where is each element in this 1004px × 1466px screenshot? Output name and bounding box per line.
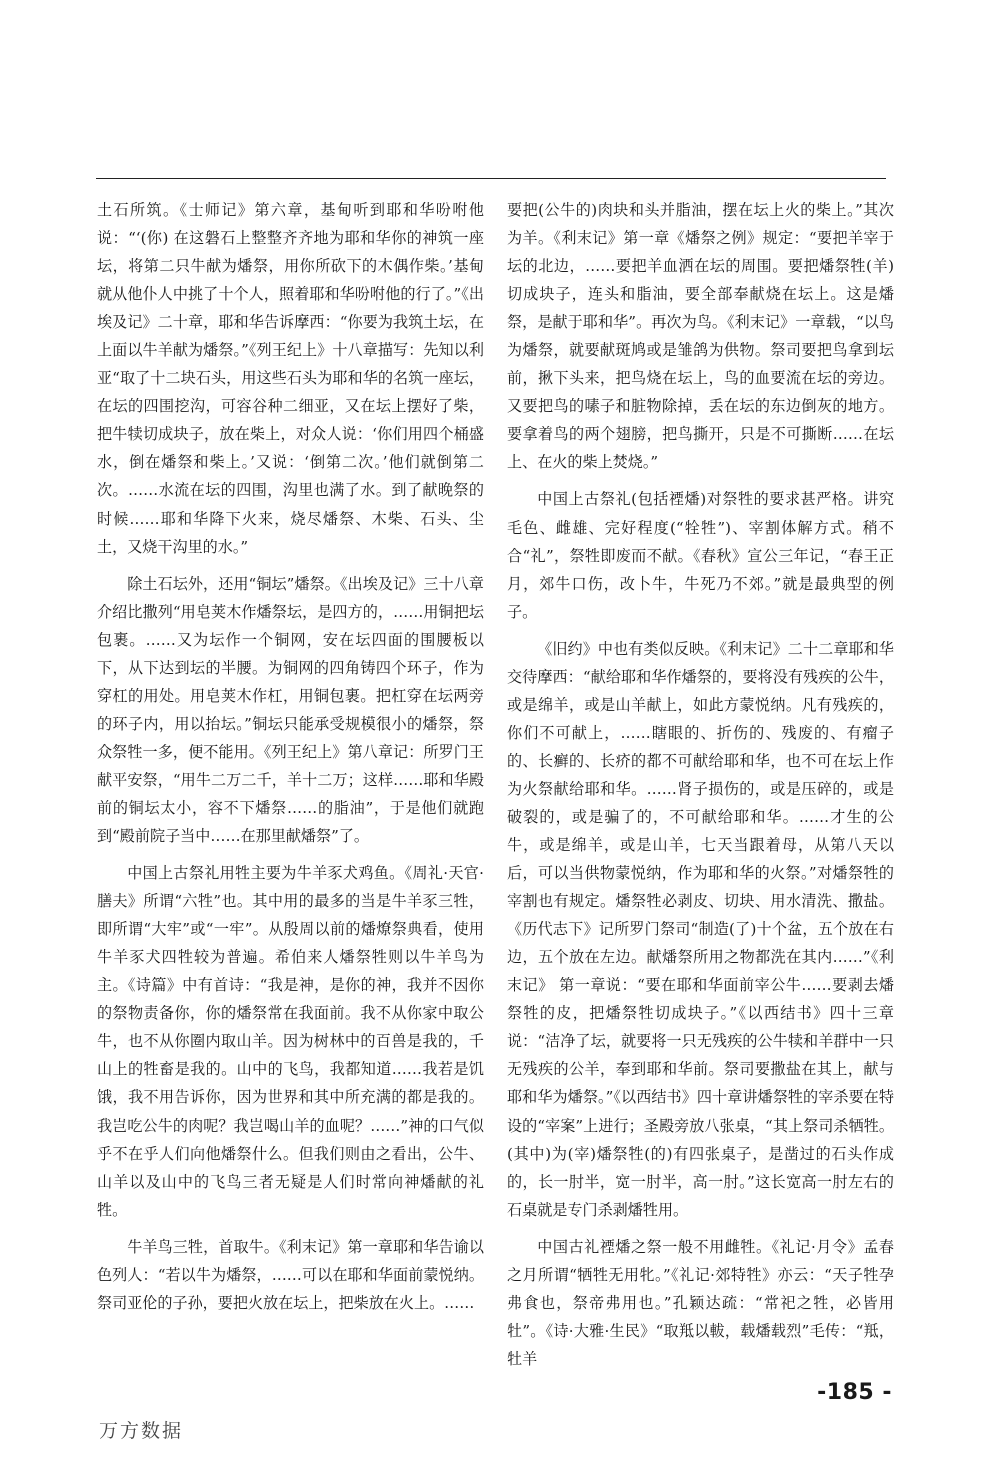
paragraph: 要把(公牛的)肉块和头并脂油，摆在坛上火的柴上。”其次为羊。《利末记》第一章《燔祭之例》规定：“要把羊宰于坛的北边，……要把羊血洒在坛的周围。要把燔祭牲(羊)切成块子，连头和脂油，要全部奉献烧在坛上。这是燔祭，是献于耶和华”。再次为鸟。《利末记》一章载，“以鸟为燔祭，就要献斑鸠或是雏鸽为供物。祭司要把鸟拿到坛前，揪下头来，把鸟烧在坛上，鸟的血要流在坛的旁边。又要把鸟的嗉子和脏物除掉，丢在坛的东边倒灰的地方。要拿着鸟的两个翅膀，把鸟撕开，只是不可撕断……在坛上、在火的柴上焚烧。” — [507, 201, 894, 472]
paragraph: 牛羊鸟三牲，首取牛。《利末记》第一章耶和华告谕以色列人：“若以牛为燔祭，……可以在耶和华面前蒙悦纳。祭司亚伦的子孙，要把火放在坛上，把柴放在火上。…… — [97, 1237, 484, 1312]
header-rule — [96, 178, 886, 179]
paragraph: 《旧约》中也有类似反映。《利末记》二十二章耶和华交待摩西：“献给耶和华作燔祭的，要将没有残疾的公牛，或是绵羊，或是山羊献上，如此方蒙悦纳。凡有残疾的，你们不可献上，……瞎眼的、折伤的、残废的、有瘤子的、长癣的、长疥的都不可献给耶和华，也不可在坛上作为火祭献给耶和华。……肾子损伤的，或是压碎的，或是破裂的，或是骗了的，不可献给耶和华。……才生的公牛，或是绵羊，或是山羊，七天当跟着母，从第八天以后，可以当供物蒙悦纳，作为耶和华的火祭。”对燔祭牲的宰割也有规定。燔祭牲必剥皮、切块、用水清洗、撒盐。《历代志下》记所罗门祭司“制造(了)十个盆，五个放在右边，五个放在左边。献燔祭所用之物都洗在其内……”《利末记》 第一章说：“要在耶和华面前宰公牛……要剥去燔祭牲的皮，把燔祭牲切成块子。”《以西结书》四十三章说：“洁净了坛，就要将一只无残疾的公牛犊和羊群中一只无残疾的公羊，奉到耶和华前。祭司要撒盐在其上，献与耶和华为燔祭。”《以西结书》四十章讲燔祭牲的宰杀要在特设的“宰案”上进行；圣殿旁放八张桌，“其上祭司杀牺牲。(其中)为(宰)燔祭牲(的)有四张桌子，是凿过的石头作成的，长一肘半，宽一肘半，高一肘。”这长宽高一肘左右的石桌就是专门杀剥燔牲用。 — [507, 639, 894, 1219]
left-column — [97, 196, 484, 1317]
paragraph: 中国古礼禋燔之祭一般不用雌牲。《礼记·月令》孟春之月所谓“牺牲无用牝。”《礼记·郊特牲》亦云：“天子牲孕弗食也，祭帝弗用也。”孔颖达疏：“常祀之牲，必皆用牡”。《诗·大雅·生民》“取羝以軷，载燔载烈”毛传：“羝，牡羊 — [507, 1237, 894, 1368]
right-column — [507, 196, 894, 1373]
paragraph: 除土石坛外，还用“铜坛”燔祭。《出埃及记》三十八章介绍比撒列“用皂荚木作燔祭坛，是四方的，……用铜把坛包裹。……又为坛作一个铜网，安在坛四面的围腰板以下，从下达到坛的半腰。为铜网的四角铸四个环子，作为穿杠的用处。用皂荚木作杠，用铜包裹。把杠穿在坛两旁的环子内，用以抬坛。”铜坛只能承受规模很小的燔祭，祭众祭牲一多，便不能用。《列王纪上》第八章记：所罗门王献平安祭，“用牛二万二千，羊十二万；这样……耶和华殿前的铜坛太小，容不下燔祭……的脂油”，于是他们就跑到“殿前院子当中……在那里献燔祭”了。 — [97, 574, 484, 846]
watermark: 万方数据 — [99, 1420, 184, 1442]
paragraph: 土石所筑。《士师记》第六章，基甸听到耶和华吩咐他说：“‘(你) 在这磐石上整整齐齐地为耶和华你的神筑一座坛，将第二只牛献为燔祭，用你所砍下的木偶作柴。’基甸就从他仆人中挑了十个人，照着耶和华吩咐他的行了。”《出埃及记》二十章，耶和华告诉摩西：“你要为我筑土坛，在上面以牛羊献为燔祭。”《列王纪上》十八章描写：先知以利亚“取了十二块石头，用这些石头为耶和华的名筑一座坛，在坛的四围挖沟，可容谷种二细亚，又在坛上摆好了柴，把牛犊切成块子，放在柴上，对众人说：‘你们用四个桶盛水，倒在燔祭和柴上。’又说：‘倒第二次。’他们就倒第二次。……水流在坛的四围，沟里也满了水。到了献晚祭的时候……耶和华降下火来，烧尽燔祭、木柴、石头、尘土，又烧干沟里的水。” — [97, 201, 484, 556]
paragraph: 中国上古祭礼(包括禋燔)对祭牲的要求甚严格。讲究毛色、雌雄、完好程度(“牷牲”)、宰割体解方式。稍不合“礼”，祭牲即废而不献。《春秋》宣公三年记，“春王正月，郊牛口伤，改卜牛，牛死乃不郊。”就是最典型的例子。 — [507, 490, 894, 621]
paragraph: 中国上古祭礼用牲主要为牛羊豕犬鸡鱼。《周礼·天官·膳夫》所谓“六牲”也。其中用的最多的当是牛羊豕三牲，即所谓“大牢”或“一牢”。从殷周以前的燔燎祭典看，使用牛羊豕犬四牲较为普遍。希伯来人燔祭牲则以牛羊鸟为主。《诗篇》中有首诗：“我是神，是你的神，我并不因你的祭物责备你，你的燔祭常在我面前。我不从你家中取公牛，也不从你圈内取山羊。因为树林中的百兽是我的，千山上的牲畜是我的。山中的飞鸟，我都知道……我若是饥饿，我不用告诉你，因为世界和其中所充满的都是我的。我岂吃公牛的肉呢？我岂喝山羊的血呢？……”神的口气似乎不在乎人们向他燔祭什么。但我们则由之看出，公牛、山羊以及山中的飞鸟三者无疑是人们时常向神燔献的礼牲。 — [97, 864, 484, 1219]
page-number: -185 - — [817, 1380, 892, 1405]
